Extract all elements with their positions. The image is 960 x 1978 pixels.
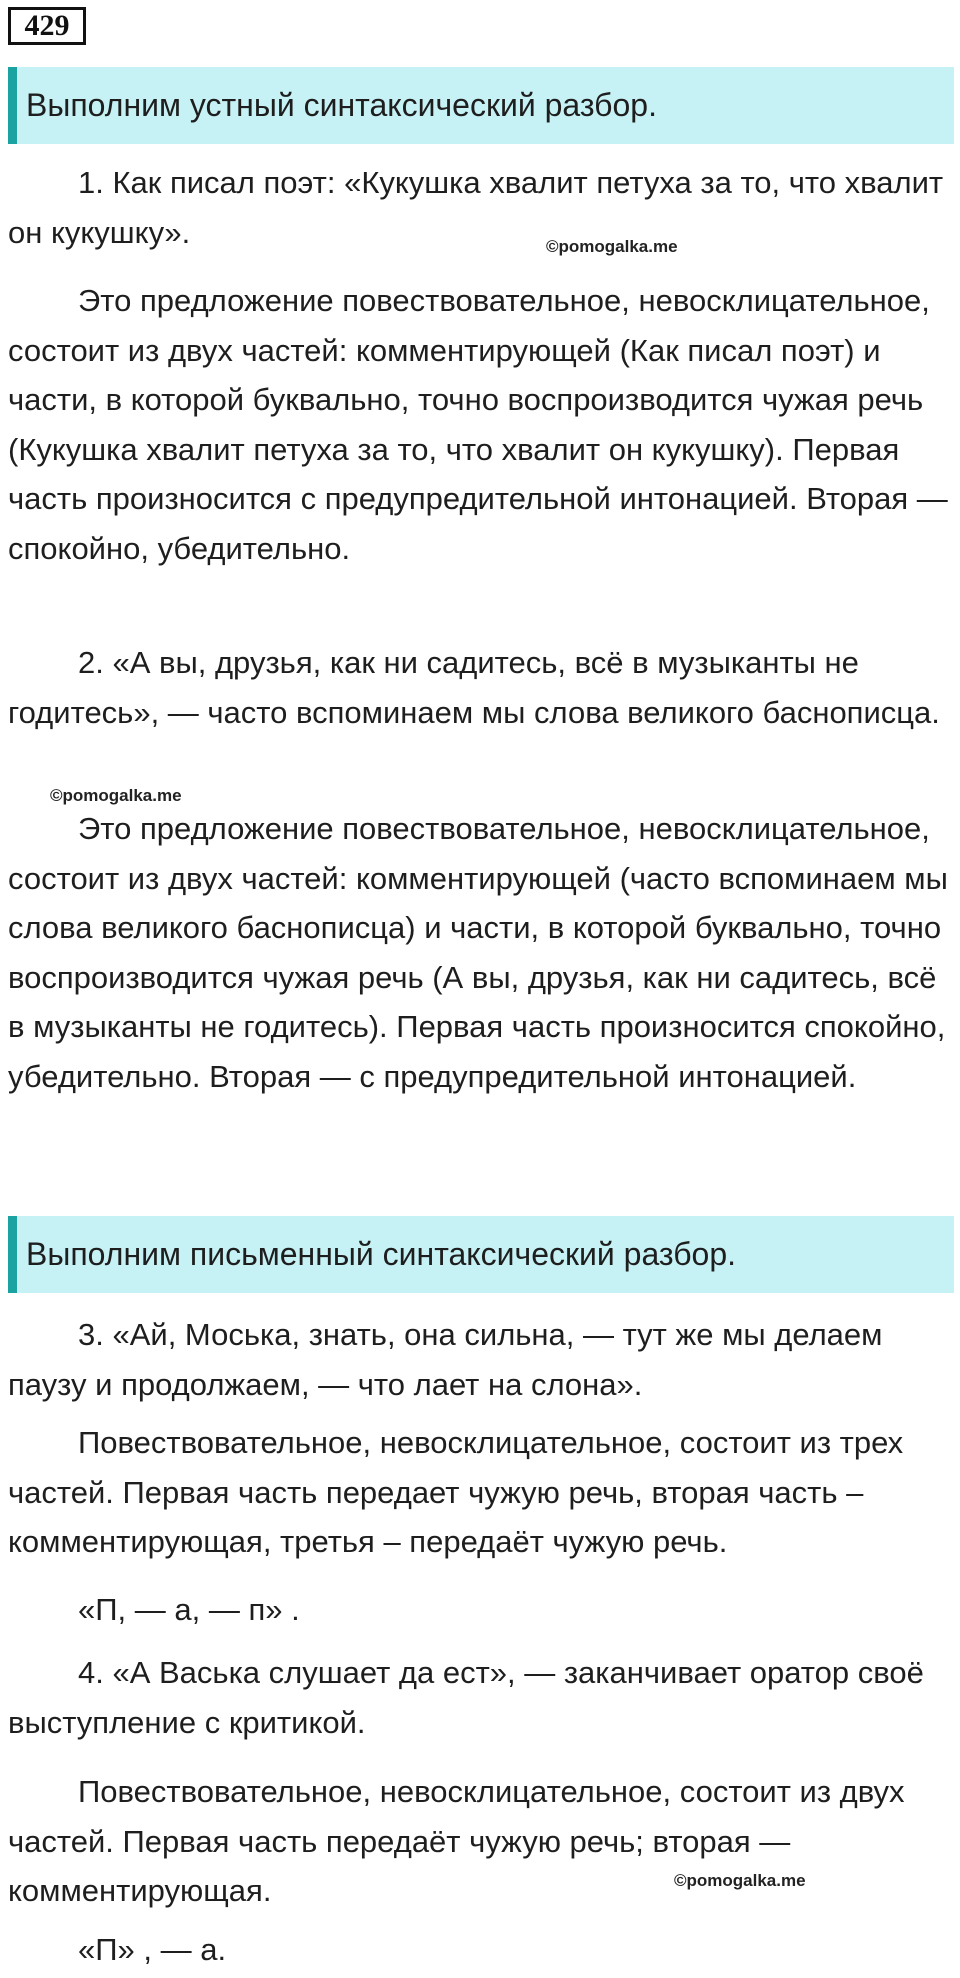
paragraph-5: 3. «Ай, Моська, знать, она сильна, — тут же мы делаем паузу и продолжаем, — что лает на слона». (8, 1317, 883, 1402)
section-header-written: Выполним письменный синтаксический разбор. (8, 1216, 954, 1293)
paragraph-8: Повествовательное, невосклицательное, состоит из двух частей. Первая часть передаёт чужую речь; вторая — комментирующая. (8, 1774, 905, 1908)
formula-1: «П, — а, — п» . (78, 1592, 300, 1627)
paragraph-7: 4. «А Васька слушает да ест», — заканчивает оратор своё выступление с критикой. (8, 1655, 924, 1740)
watermark-1: ©pomogalka.me (546, 237, 678, 256)
paragraph-2: Это предложение повествовательное, невосклицательное, состоит из двух частей: комментирующей (Как писал поэт) и части, в которой буквально, точно воспроизводится чужая речь (Кукушка хвалит петуха за то, что хвалит он кукушку). Первая часть произносится с предупредительной интонацией. Вторая — спокойно, убедительно. (8, 283, 948, 566)
paragraph-4: Это предложение повествовательное, невосклицательное, состоит из двух частей: комментирующей (часто вспоминаем мы слова великого баснописца) и части, в которой буквально, точно воспроизводится чужая речь (А вы, друзья, как ни садитесь, всё в музыканты не годитесь). Первая часть произносится спокойно, убедительно. Вторая — с предупредительной интонацией. (8, 811, 948, 1094)
section-header-oral: Выполним устный синтаксический разбор. (8, 67, 954, 144)
paragraph-3: 2. «А вы, друзья, как ни садитесь, всё в музыканты не годитесь», — часто вспоминаем мы слова великого баснописца. (8, 645, 940, 730)
formula-2: «П» , — а. (78, 1932, 227, 1967)
paragraph-1: 1. Как писал поэт: «Кукушка хвалит петуха за то, что хвалит он кукушку». (8, 165, 944, 250)
task-number: 429 (8, 7, 86, 45)
paragraph-6: Повествовательное, невосклицательное, состоит из трех частей. Первая часть передает чужую речь, вторая часть – комментирующая, третья – передаёт чужую речь. (8, 1425, 904, 1559)
watermark-3: ©pomogalka.me (674, 1871, 806, 1890)
watermark-2: ©pomogalka.me (50, 786, 182, 805)
